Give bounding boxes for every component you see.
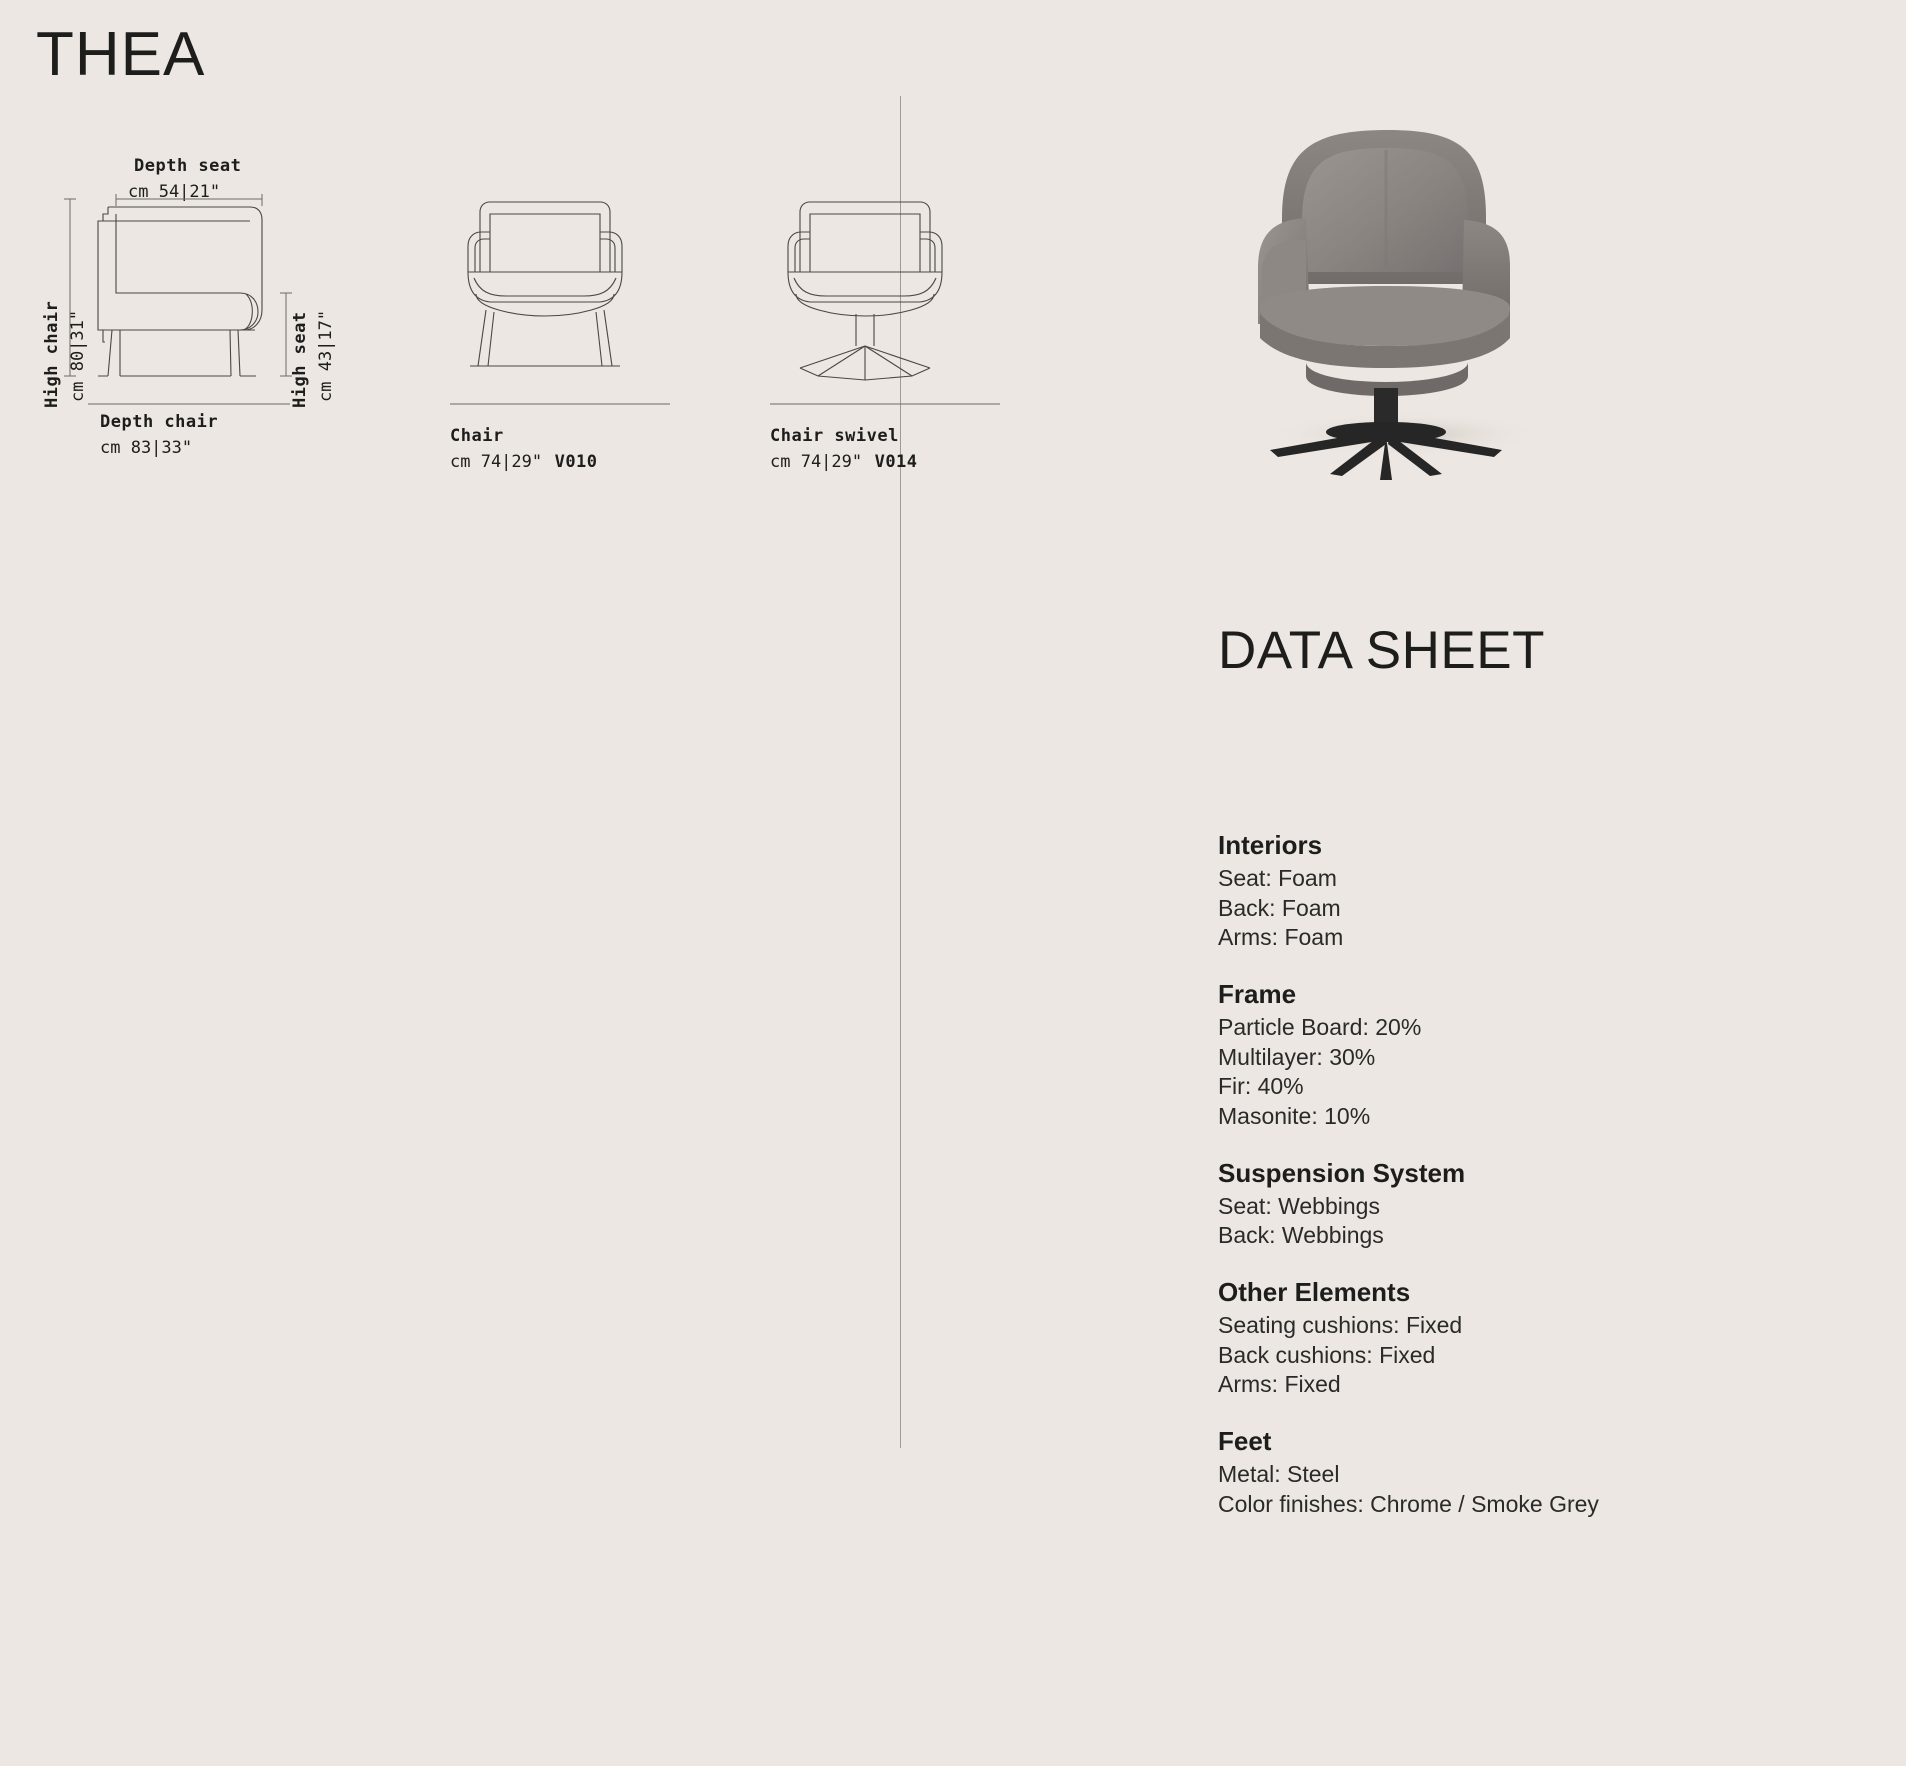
spec-line: Seat: Foam [1218,865,1337,891]
page-title: THEA [36,20,206,89]
spec-line: Multilayer: 30% [1218,1043,1376,1070]
high-chair-label: High chair [42,300,62,408]
chair-front-view-drawing [450,190,680,450]
high-seat-label: High seat [290,311,310,408]
chair-swivel-name: Chair swivel [770,426,899,446]
spec-heading: Feet [1218,1425,1272,1456]
spec-group-frame [1218,979,1838,1132]
technical-drawings [0,130,918,472]
spec-line: Back: Webbings [1218,1222,1384,1249]
spec-line: Seat: Webbings [1218,1192,1380,1219]
spec-heading: Other Elements [1218,1276,1411,1307]
depth-seat-label: Depth seat [134,156,242,176]
spec-line: Back: Foam [1218,894,1341,921]
depth-seat-value: cm 54|21" [128,182,221,202]
chair-swivel-front-view-drawing [770,190,1010,450]
chair-name: Chair [450,426,504,446]
spec-group-interiors [1218,830,1838,953]
armchair-product-photo [1210,100,1590,480]
chair-swivel-size: cm 74|29" [770,452,863,472]
high-seat-value: cm 43|17" [316,309,336,402]
spec-heading: Frame [1218,978,1297,1009]
depth-chair-label: Depth chair [100,412,219,432]
spec-line: Color finishes: Chrome / Smoke Grey [1218,1490,1599,1517]
spec-group-feet [1218,1426,1838,1519]
spec-line: Seating cushions: Fixed [1218,1311,1463,1338]
chair-spec [450,452,598,472]
spec-line: Particle Board: 20% [1218,1013,1422,1040]
spec-heading: Interiors [1218,830,1323,860]
chair-swivel-code: V014 [874,452,918,472]
high-chair-value: cm 80|31" [68,309,88,402]
spec-line: Arms: Fixed [1218,1371,1341,1398]
chair-side-view-drawing [0,190,400,450]
spec-line: Arms: Foam [1218,924,1344,951]
spec-line: Fir: 40% [1218,1073,1304,1100]
spec-line: Back cushions: Fixed [1218,1341,1436,1368]
chair-code: V010 [554,452,598,472]
depth-chair-value: cm 83|33" [100,438,193,458]
chair-front-block [450,130,680,472]
spec-line: Masonite: 10% [1218,1102,1371,1129]
data-sheet-title: DATA SHEET [1218,621,1545,680]
chair-swivel-front-block [770,130,1010,472]
side-view-block [0,130,400,458]
spec-group-other-elements [1218,1277,1838,1400]
spec-line: Metal: Steel [1218,1460,1340,1487]
chair-size: cm 74|29" [450,452,543,472]
spec-group-suspension-system [1218,1158,1838,1251]
spec-heading: Suspension System [1218,1157,1466,1188]
specifications-list [1218,830,1838,1545]
chair-swivel-spec [770,452,918,472]
